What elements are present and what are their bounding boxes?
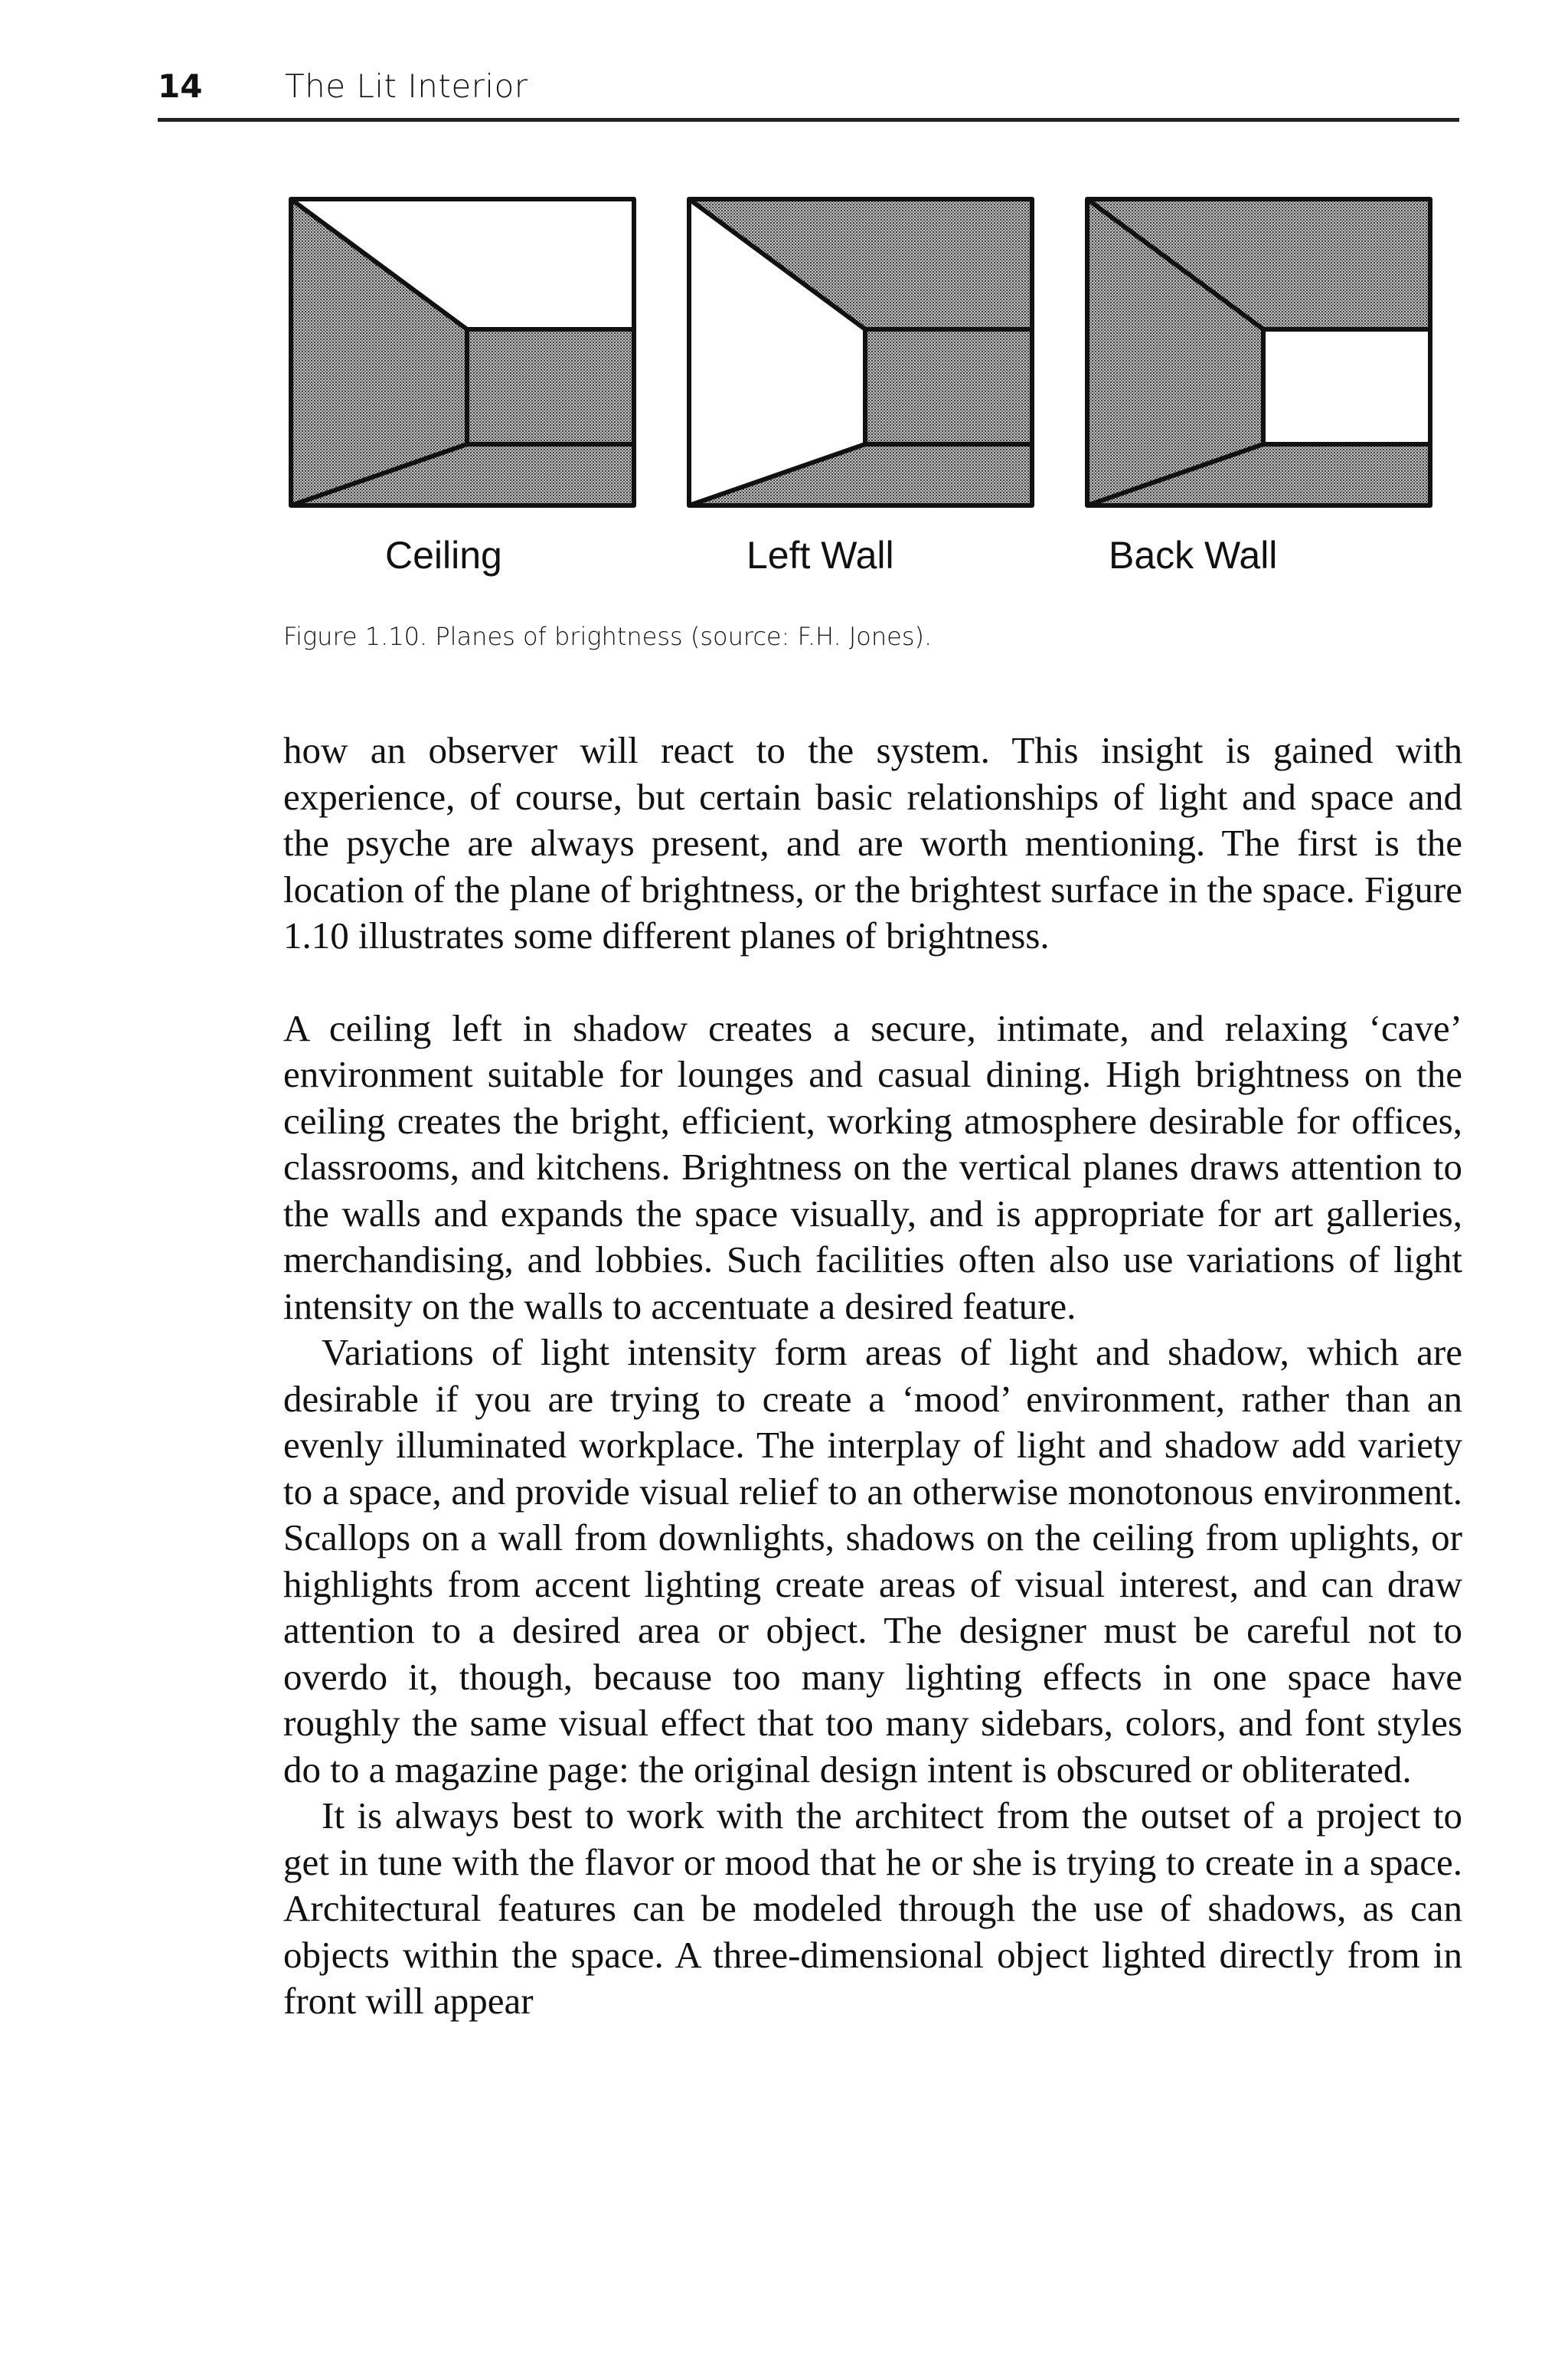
back-wall-panel bbox=[1087, 199, 1430, 505]
header-rule bbox=[158, 118, 1459, 122]
paragraph: It is always best to work with the architect from the outset of a project to get in tune with the flavor or mood that he or she is trying to create in a space. Architectural features can be modeled through the use of shadows, as can objects within the space. A three-dimensional object lighted directly from in front will appear bbox=[283, 1794, 1462, 2022]
panel-label-left-wall: Left Wall bbox=[746, 534, 894, 577]
page-header bbox=[158, 67, 1459, 119]
back-wall-plane bbox=[865, 329, 1032, 444]
planes-of-brightness-figure bbox=[283, 191, 1462, 528]
left-wall-panel bbox=[689, 199, 1032, 505]
back-wall-plane bbox=[467, 329, 634, 444]
back-wall-plane bbox=[1263, 329, 1430, 444]
paragraph: Variations of light intensity form areas of light and shadow, which are desirable if you are trying to create a ‘mood’ environment, rather than an evenly illuminated workplace. The interplay of light and shadow add variety to a space, and provide visual relief to an otherwise monotonous environment. Scallops on a wall from downlights, shadows on the ceiling from uplights, or highlights from accent lighting create areas of visual interest, and can draw attention to a desired area or object. The designer must be careful not to overdo it, though, because too many lighting effects in one space have roughly the same visual effect that too many sidebars, colors, and font styles do to a magazine page: the original design intent is obscured or obliterated. bbox=[283, 1331, 1462, 1791]
ceiling-panel bbox=[291, 199, 634, 505]
running-title: The Lit Interior bbox=[285, 67, 528, 105]
panel-label-back-wall: Back Wall bbox=[1109, 534, 1278, 577]
panel-label-ceiling: Ceiling bbox=[385, 534, 502, 577]
page-number: 14 bbox=[158, 67, 203, 105]
figure-caption: Figure 1.10. Planes of brightness (source: F.H. Jones). bbox=[283, 622, 933, 651]
paragraph: A ceiling left in shadow creates a secure, intimate, and relaxing ‘cave’ environment suitable for lounges and casual dining. High brightness on the ceiling creates the bright, efficient, working atmosphere desirable for offices, classrooms, and kitchens. Brightness on the vertical planes draws attention to the walls and expands the space visually, and is appropriate for art galleries, merchandising, and lobbies. Such facilities often also use variations of light intensity on the walls to accentuate a desired feature. bbox=[283, 1006, 1462, 1327]
paragraph: how an observer will react to the system. This insight is gained with experience, of course, but certain basic relationships of light and space and the psyche are always present, and are worth mentioning. The first is the location of the plane of brightness, or the brightest surface in the space. Figure 1.10 illustrates some different planes of brightness. bbox=[283, 729, 1462, 957]
body-text bbox=[283, 728, 1462, 2025]
